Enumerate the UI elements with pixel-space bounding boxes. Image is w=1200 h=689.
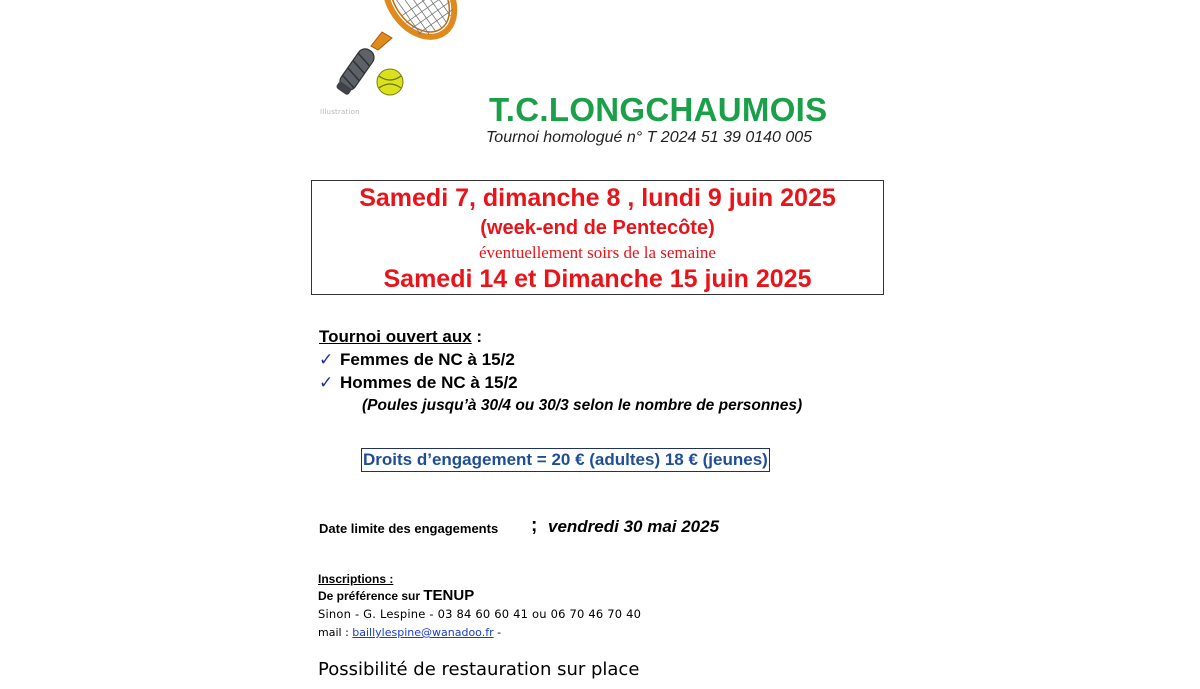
dates-pentecost-note: (week-end de Pentecôte) bbox=[480, 217, 715, 239]
pools-note: (Poules jusqu’à 30/4 ou 30/3 selon le nombre de personnes) bbox=[362, 397, 803, 414]
registration-preference bbox=[318, 587, 474, 604]
club-name-title: T.C.LONGCHAUMOIS bbox=[489, 91, 828, 128]
dates-weekday-evenings: éventuellement soirs de la semaine bbox=[479, 243, 716, 262]
entry-fees-box: Droits d’engagement = 20 € (adultes) 18 € (jeunes) bbox=[361, 448, 770, 472]
open-to-heading bbox=[319, 327, 482, 347]
dates-second-weekend: Samedi 14 et Dimanche 15 juin 2025 bbox=[383, 265, 812, 293]
contact-phone-line: Sinon - G. Lespine - 03 84 60 60 41 ou 06 70 46 70 40 bbox=[318, 607, 642, 621]
homologation-number: Tournoi homologué n° T 2024 51 39 0140 005 bbox=[486, 129, 813, 146]
checkmark-icon: ✓ bbox=[319, 350, 334, 369]
category-item bbox=[319, 373, 518, 393]
registration-heading: Inscriptions : bbox=[318, 572, 394, 586]
mail-suffix: - bbox=[493, 626, 502, 639]
catering-note: Possibilité de restauration sur place bbox=[318, 659, 640, 680]
checkmark-icon: ✓ bbox=[319, 373, 334, 392]
category-label: Hommes de NC à 15/2 bbox=[340, 373, 518, 392]
dates-first-weekend: Samedi 7, dimanche 8 , lundi 9 juin 2025 bbox=[359, 184, 836, 212]
preference-prefix: De préférence sur bbox=[318, 589, 424, 603]
category-item bbox=[319, 350, 515, 370]
illustration-credit: Illustration bbox=[320, 108, 360, 116]
email-link[interactable]: baillylespine@wanadoo.fr bbox=[352, 626, 494, 639]
mail-prefix: mail : bbox=[318, 626, 353, 639]
deadline-separator: ; bbox=[531, 515, 538, 536]
deadline-label: Date limite des engagements bbox=[319, 521, 499, 536]
tennis-racket-and-ball-icon bbox=[326, 0, 466, 115]
deadline-date: vendredi 30 mai 2025 bbox=[548, 517, 720, 536]
dates-box bbox=[311, 180, 884, 295]
open-to-colon: : bbox=[471, 327, 483, 346]
category-label: Femmes de NC à 15/2 bbox=[340, 350, 515, 369]
contact-mail-line bbox=[318, 626, 501, 639]
open-to-label: Tournoi ouvert aux bbox=[319, 327, 472, 346]
tenup-platform: TENUP bbox=[423, 587, 475, 604]
tennis-racket-ball-illustration bbox=[326, 0, 466, 115]
